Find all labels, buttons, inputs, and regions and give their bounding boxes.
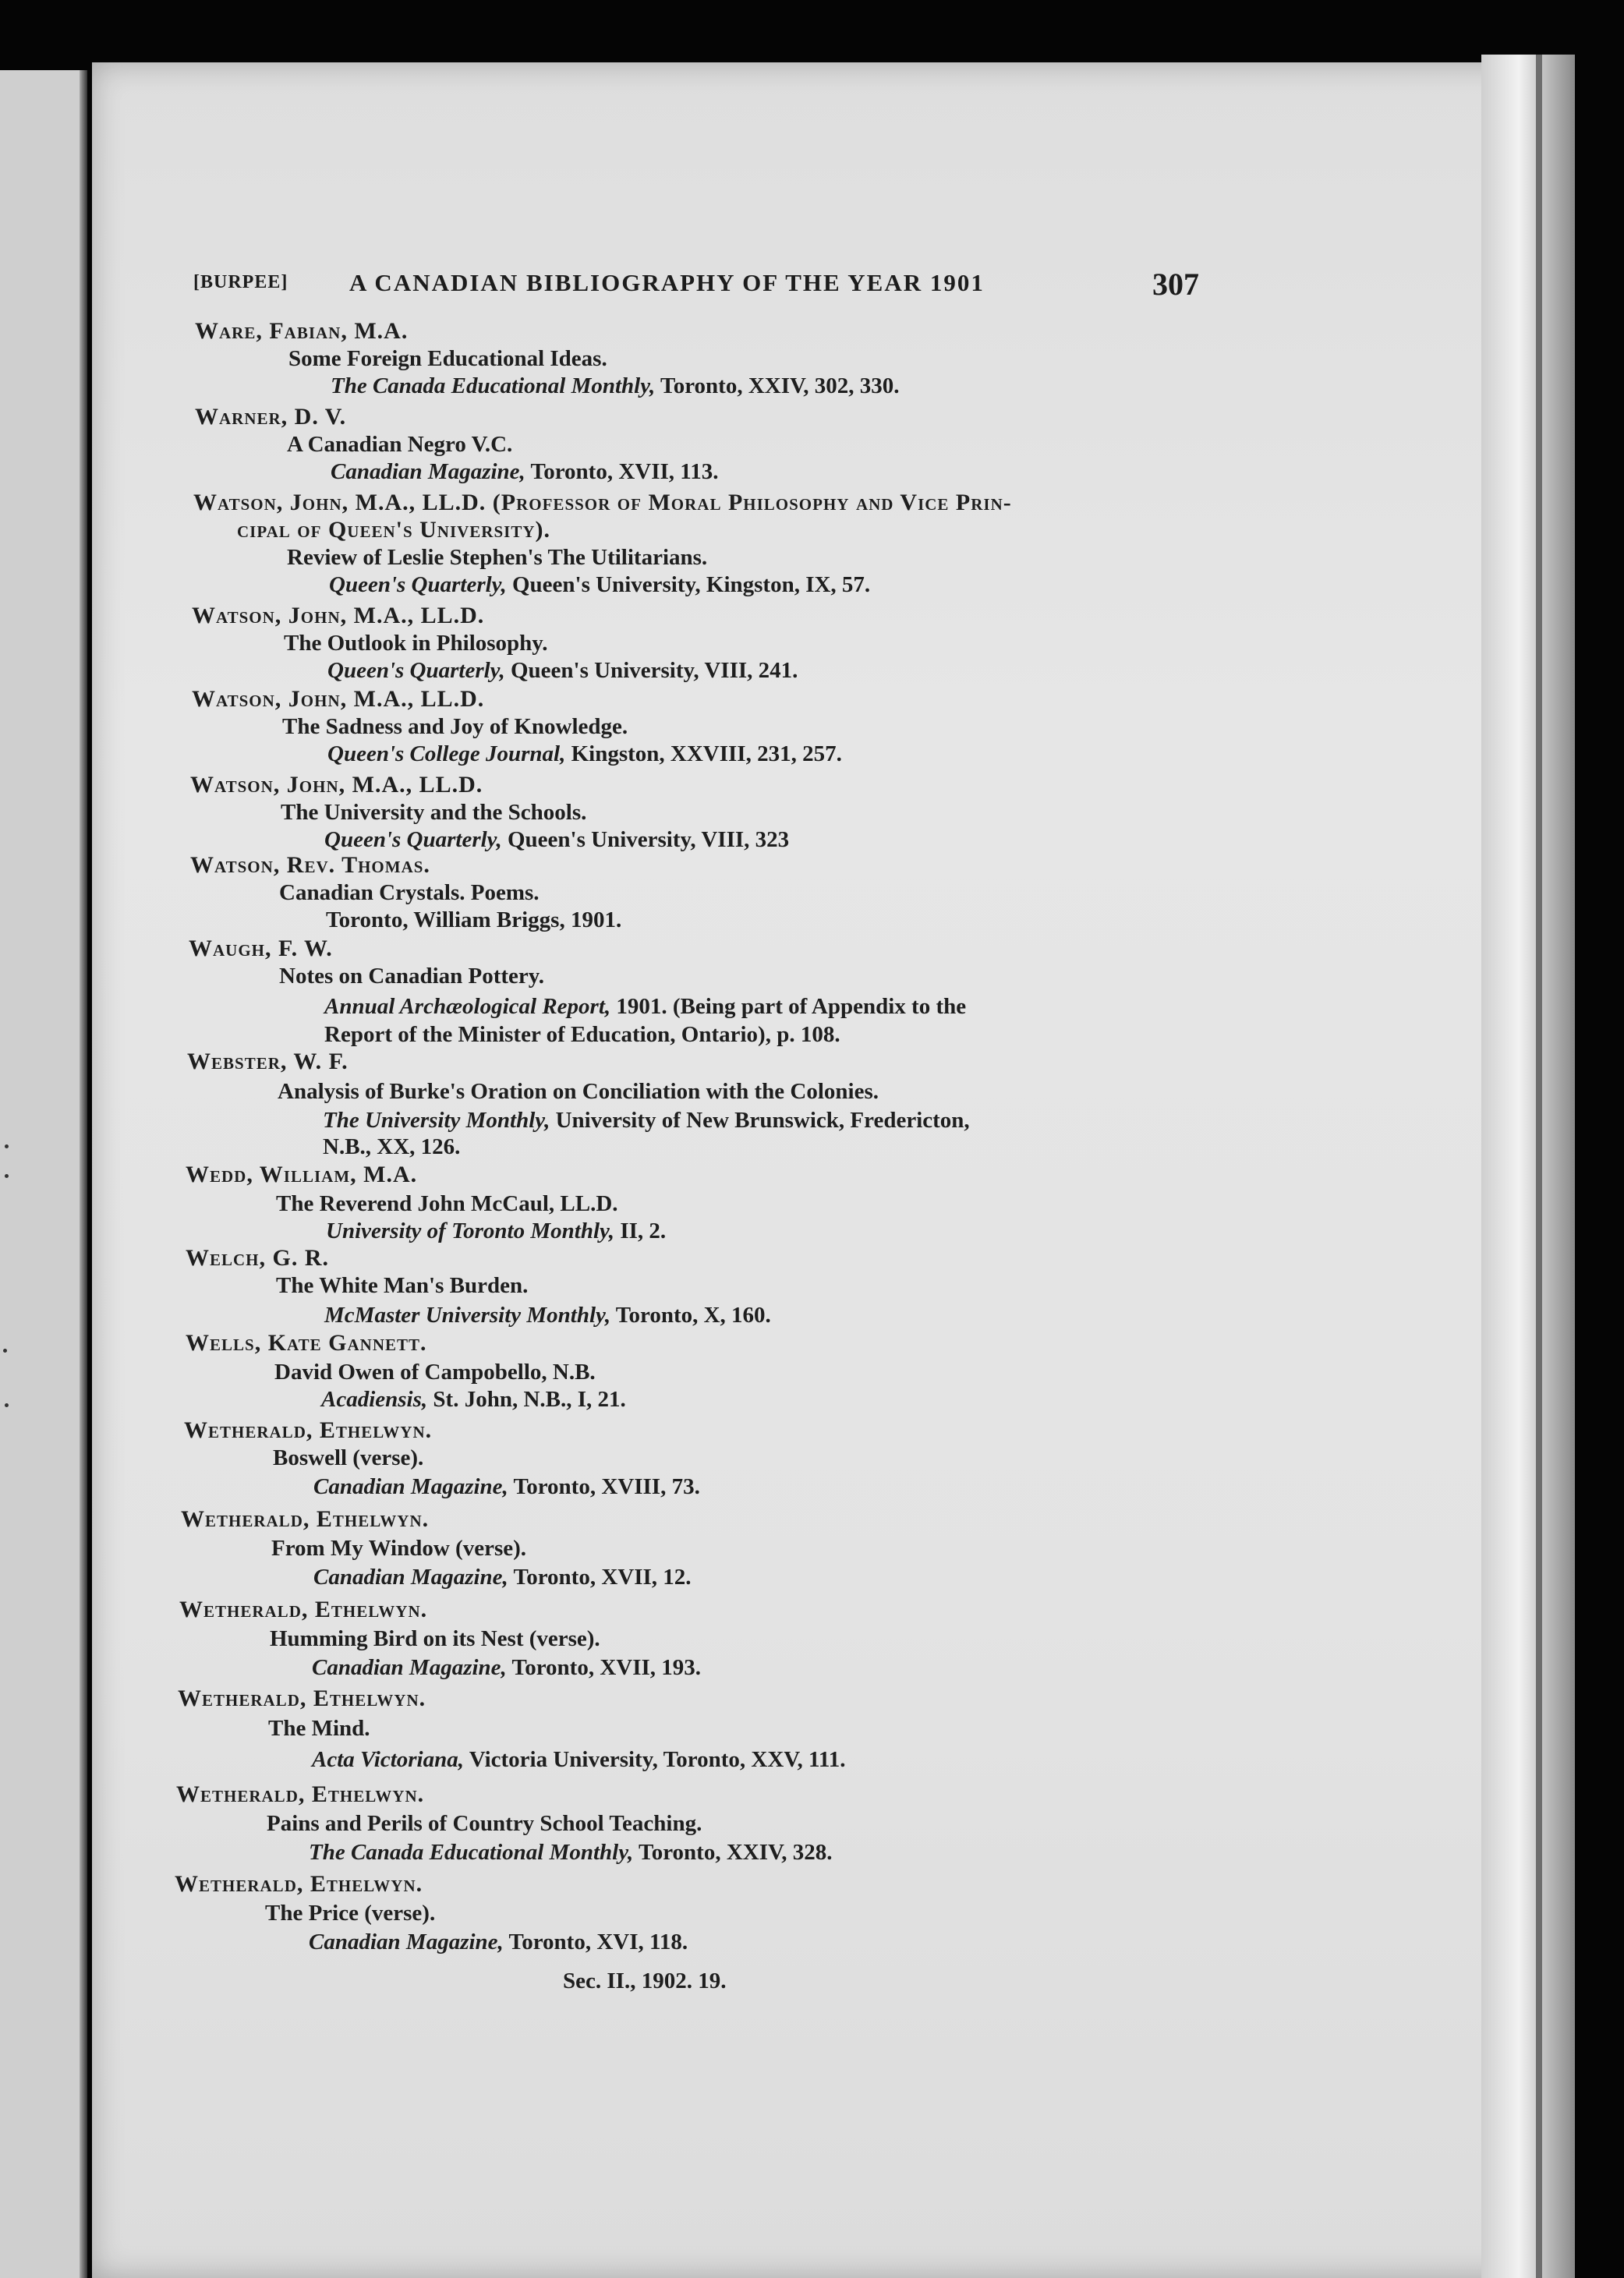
publication-details: Toronto, XVII, 193. xyxy=(506,1655,702,1680)
entry-author: Waugh, F. W. xyxy=(189,936,333,961)
publication-details: Toronto, William Briggs, 1901. xyxy=(326,907,622,932)
entry-source xyxy=(313,1564,692,1590)
entry-source xyxy=(309,1839,832,1866)
entry-title: Humming Bird on its Nest (verse). xyxy=(270,1626,600,1651)
publication-name: The Canada Educational Monthly, xyxy=(331,373,656,398)
section-mark: [BURPEE] xyxy=(193,272,288,292)
publication-details: Toronto, XVII, 113. xyxy=(525,459,719,484)
publication-details: II, 2. xyxy=(614,1219,667,1243)
entry-source xyxy=(326,1218,666,1244)
entry-source-continued: Report of the Minister of Education, Ontario), p. 108. xyxy=(324,1022,840,1047)
entry-source xyxy=(313,1473,700,1500)
entry-source xyxy=(324,826,789,853)
publication-details: Queen's University, Kingston, IX, 57. xyxy=(506,572,871,597)
entry-title: Review of Leslie Stephen's The Utilitarians. xyxy=(287,545,708,570)
entry-title: David Owen of Campobello, N.B. xyxy=(274,1360,596,1385)
publication-details: Toronto, XVI, 118. xyxy=(503,1930,688,1954)
entry-title: Canadian Crystals. Poems. xyxy=(279,880,540,905)
publication-details: 1901. (Being part of Appendix to the xyxy=(610,994,967,1019)
scan-speck xyxy=(5,1144,9,1148)
publication-details: Kingston, XXVIII, 231, 257. xyxy=(565,741,842,766)
entry-title: Boswell (verse). xyxy=(273,1445,424,1470)
publication-name: Queen's Quarterly, xyxy=(327,658,505,683)
entry-title: Pains and Perils of Country School Teaching. xyxy=(267,1811,702,1836)
entry-author: Watson, John, M.A., LL.D. xyxy=(192,603,485,628)
publication-details: University of New Brunswick, Fredericton, xyxy=(550,1108,970,1133)
entry-author: Watson, John, M.A., LL.D. xyxy=(190,772,483,798)
entry-author: Wetherald, Ethelwyn. xyxy=(175,1871,423,1897)
publication-details: Toronto, XVIII, 73. xyxy=(508,1474,700,1499)
entry-source xyxy=(327,657,798,684)
publication-name: Canadian Magazine, xyxy=(331,459,525,484)
entry-author: Warner, D. V. xyxy=(195,404,347,430)
publication-details: Toronto, XVII, 12. xyxy=(508,1565,692,1590)
entry-title: The University and the Schools. xyxy=(281,800,587,825)
publication-name: Queen's College Journal, xyxy=(327,741,566,766)
entry-title: The Sadness and Joy of Knowledge. xyxy=(282,714,628,739)
entry-author: Webster, W. F. xyxy=(187,1049,349,1074)
entry-author: Wetherald, Ethelwyn. xyxy=(176,1781,425,1807)
publication-details: Toronto, XXIV, 302, 330. xyxy=(655,373,900,398)
publication-details: St. John, N.B., I, 21. xyxy=(427,1387,626,1412)
publication-name: The University Monthly, xyxy=(323,1108,550,1133)
publication-name: Acta Victoriana, xyxy=(312,1747,464,1772)
publication-name: University of Toronto Monthly, xyxy=(326,1219,615,1243)
entry-author: Wetherald, Ethelwyn. xyxy=(178,1686,426,1711)
page-number: 307 xyxy=(1152,267,1199,302)
entry-title: From My Window (verse). xyxy=(271,1536,527,1561)
publication-name: The Canada Educational Monthly, xyxy=(309,1840,634,1865)
entry-source xyxy=(312,1654,701,1681)
entry-title: The White Man's Burden. xyxy=(276,1273,529,1298)
entry-source xyxy=(312,1746,846,1773)
entry-title: The Outlook in Philosophy. xyxy=(284,631,548,656)
publication-name: Canadian Magazine, xyxy=(312,1655,507,1680)
entry-source xyxy=(331,373,899,399)
entry-author: Wetherald, Ethelwyn. xyxy=(184,1417,433,1443)
entry-source xyxy=(331,458,718,485)
entry-source xyxy=(324,993,966,1020)
entry-title: The Mind. xyxy=(268,1716,370,1741)
entry-source xyxy=(321,1386,626,1413)
publication-name: Canadian Magazine, xyxy=(313,1474,508,1499)
entry-title: Analysis of Burke's Oration on Conciliation with the Colonies. xyxy=(278,1079,879,1104)
publication-name: McMaster University Monthly, xyxy=(324,1303,611,1328)
entry-author: Wells, Kate Gannett. xyxy=(186,1330,427,1356)
publication-name: Annual Archæological Report, xyxy=(324,994,611,1019)
running-title: A CANADIAN BIBLIOGRAPHY OF THE YEAR 1901 xyxy=(349,269,985,296)
entry-source xyxy=(323,1107,970,1134)
entry-title: A Canadian Negro V.C. xyxy=(287,432,513,457)
publication-name: Queen's Quarterly, xyxy=(329,572,507,597)
entry-source xyxy=(327,741,842,767)
publication-details: Queen's University, VIII, 323 xyxy=(501,827,790,852)
publication-details: Toronto, XXIV, 328. xyxy=(633,1840,833,1865)
scan-speck xyxy=(5,1174,9,1178)
entry-source-continued: N.B., XX, 126. xyxy=(323,1134,461,1159)
publication-name: Queen's Quarterly, xyxy=(324,827,502,852)
entry-source xyxy=(309,1929,688,1955)
entry-author: Welch, G. R. xyxy=(186,1245,330,1271)
entry-author: Watson, John, M.A., LL.D. xyxy=(192,686,485,712)
entry-author: Wetherald, Ethelwyn. xyxy=(179,1597,428,1622)
publication-name: Canadian Magazine, xyxy=(309,1930,504,1954)
entry-title: The Price (verse). xyxy=(265,1901,436,1926)
publication-name: Acadiensis, xyxy=(321,1387,428,1412)
publication-details: Toronto, X, 160. xyxy=(610,1303,771,1328)
scan-speck xyxy=(3,1349,7,1353)
entry-source xyxy=(329,571,870,598)
publication-name: Canadian Magazine, xyxy=(313,1565,508,1590)
entry-author: Watson, John, M.A., LL.D. (Professor of Moral Philosophy and Vice Prin- xyxy=(193,490,1012,515)
scan-speck xyxy=(5,1403,9,1407)
entry-source xyxy=(324,1302,771,1328)
entry-source xyxy=(326,907,621,933)
publication-details: Victoria University, Toronto, XXV, 111. xyxy=(463,1747,846,1772)
entry-author: Ware, Fabian, M.A. xyxy=(195,318,409,344)
entry-author: Wedd, William, M.A. xyxy=(186,1162,418,1187)
entry-author: Wetherald, Ethelwyn. xyxy=(181,1506,430,1532)
entry-author-continued: cipal of Queen's University). xyxy=(237,517,550,543)
entry-author: Watson, Rev. Thomas. xyxy=(190,852,430,878)
entry-title: Notes on Canadian Pottery. xyxy=(279,964,544,989)
entry-title: Some Foreign Educational Ideas. xyxy=(288,346,607,371)
signature-mark: Sec. II., 1902. 19. xyxy=(563,1968,727,1993)
entry-title: The Reverend John McCaul, LL.D. xyxy=(276,1191,618,1216)
publication-details: Queen's University, VIII, 241. xyxy=(504,658,798,683)
